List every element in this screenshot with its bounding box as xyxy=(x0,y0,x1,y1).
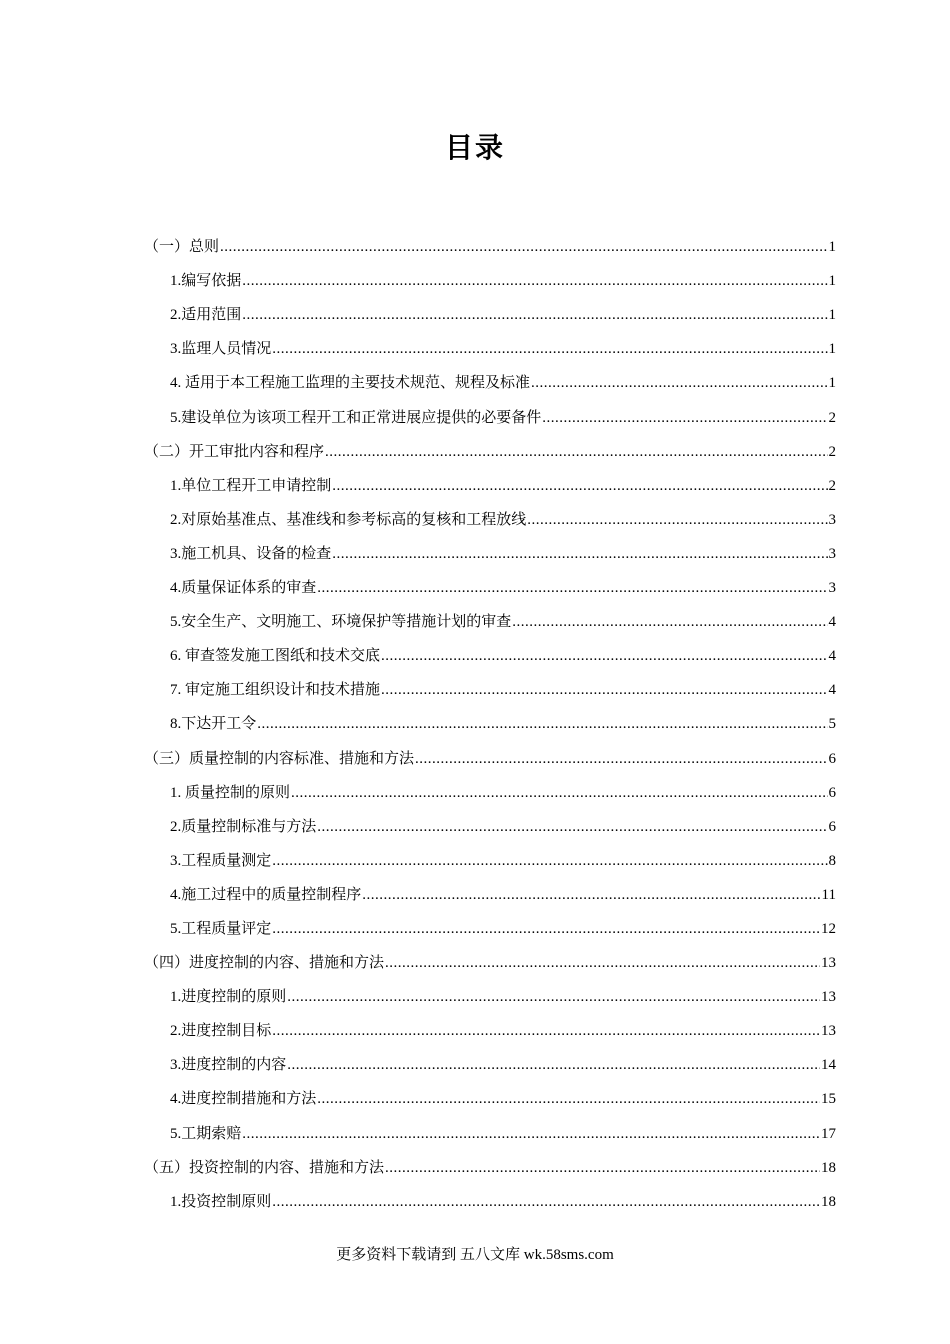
toc-page-number: 3 xyxy=(828,580,836,597)
toc-dot-leader xyxy=(362,886,820,904)
toc-dot-leader xyxy=(385,954,820,972)
toc-dot-leader xyxy=(385,1159,820,1177)
toc-subsection-entry[interactable] xyxy=(144,290,836,324)
toc-page-number: 1 xyxy=(828,375,836,392)
toc-dot-leader xyxy=(317,1090,820,1108)
toc-page-number: 13 xyxy=(821,989,836,1006)
toc-entry-label: 1.单位工程开工申请控制 xyxy=(170,477,332,494)
toc-page-number: 3 xyxy=(828,511,836,528)
toc-dot-leader xyxy=(527,511,827,529)
toc-dot-leader xyxy=(317,579,827,597)
toc-dot-leader xyxy=(272,1022,820,1040)
toc-page-number: 2 xyxy=(828,409,836,426)
toc-entry-label: 5.工程质量评定 xyxy=(170,920,272,937)
toc-subsection-entry[interactable] xyxy=(144,699,836,733)
toc-entry-label: 4. 适用于本工程施工监理的主要技术规范、规程及标准 xyxy=(170,375,531,392)
toc-subsection-entry[interactable] xyxy=(144,324,836,358)
toc-page-number: 2 xyxy=(828,443,836,460)
toc-page-number: 2 xyxy=(828,477,836,494)
toc-section-entry[interactable] xyxy=(144,733,836,767)
toc-page-number: 6 xyxy=(828,750,836,767)
toc-page-number: 3 xyxy=(828,545,836,562)
toc-entry-label: 4.进度控制措施和方法 xyxy=(170,1091,317,1108)
toc-page-number: 8 xyxy=(828,852,836,869)
toc-page-number: 14 xyxy=(821,1057,836,1074)
toc-page-number: 1 xyxy=(828,307,836,324)
toc-entry-label: （五）投资控制的内容、措施和方法 xyxy=(144,1159,385,1176)
toc-entry-label: （一）总则 xyxy=(144,239,220,256)
toc-dot-leader xyxy=(332,545,827,563)
toc-page-number: 1 xyxy=(828,341,836,358)
toc-subsection-entry[interactable] xyxy=(144,1040,836,1074)
toc-entry-label: 6. 审查签发施工图纸和技术交底 xyxy=(170,648,381,665)
toc-dot-leader xyxy=(332,477,827,495)
toc-dot-leader xyxy=(381,681,827,699)
toc-subsection-entry[interactable] xyxy=(144,461,836,495)
toc-entry-label: 1.进度控制的原则 xyxy=(170,989,287,1006)
toc-section-entry[interactable] xyxy=(144,222,836,256)
toc-page-number: 13 xyxy=(821,955,836,972)
toc-page-number: 6 xyxy=(828,818,836,835)
toc-entry-label: 3.进度控制的内容 xyxy=(170,1057,287,1074)
toc-section-entry[interactable] xyxy=(144,938,836,972)
toc-page-number: 18 xyxy=(821,1193,836,1210)
toc-entry-label: 1. 质量控制的原则 xyxy=(170,784,291,801)
toc-subsection-entry[interactable] xyxy=(144,904,836,938)
toc-entry-label: 2.质量控制标准与方法 xyxy=(170,818,317,835)
page-title: 目录 xyxy=(444,131,505,164)
toc-page-number: 18 xyxy=(821,1159,836,1176)
toc-page-number: 15 xyxy=(821,1091,836,1108)
toc-page-number: 1 xyxy=(828,273,836,290)
toc-entry-label: 1.投资控制原则 xyxy=(170,1193,272,1210)
toc-dot-leader xyxy=(542,409,827,427)
toc-dot-leader xyxy=(242,306,827,324)
toc-entry-label: 4.施工过程中的质量控制程序 xyxy=(170,886,362,903)
toc-entry-label: 3.工程质量测定 xyxy=(170,852,272,869)
toc-dot-leader xyxy=(272,1193,820,1211)
toc-page-number: 17 xyxy=(821,1125,836,1142)
toc-entry-label: 5.工期索赔 xyxy=(170,1125,242,1142)
toc-entry-label: 3.施工机具、设备的检查 xyxy=(170,545,332,562)
toc-dot-leader xyxy=(325,443,827,461)
toc-dot-leader xyxy=(317,818,827,836)
toc-subsection-entry[interactable] xyxy=(144,768,836,802)
toc-subsection-entry[interactable] xyxy=(144,665,836,699)
toc-dot-leader xyxy=(531,374,827,392)
toc-dot-leader xyxy=(381,647,827,665)
toc-dot-leader xyxy=(291,784,827,802)
toc-subsection-entry[interactable] xyxy=(144,870,836,904)
toc-entry-label: 2.进度控制目标 xyxy=(170,1023,272,1040)
toc-entry-label: （四）进度控制的内容、措施和方法 xyxy=(144,955,385,972)
toc-subsection-entry[interactable] xyxy=(144,597,836,631)
toc-entry-label: （二）开工审批内容和程序 xyxy=(144,443,325,460)
toc-subsection-entry[interactable] xyxy=(144,256,836,290)
toc-subsection-entry[interactable] xyxy=(144,495,836,529)
toc-entry-label: （三）质量控制的内容标准、措施和方法 xyxy=(144,750,415,767)
toc-page-number: 11 xyxy=(821,886,836,903)
toc-subsection-entry[interactable] xyxy=(144,631,836,665)
toc-section-entry[interactable] xyxy=(144,427,836,461)
toc-subsection-entry[interactable] xyxy=(144,529,836,563)
toc-dot-leader xyxy=(220,238,827,256)
toc-dot-leader xyxy=(257,715,827,733)
page-footer: 更多资料下载请到 五八文库 wk.58sms.com xyxy=(336,1247,614,1263)
toc-section-entry[interactable] xyxy=(144,1143,836,1177)
toc-dot-leader xyxy=(242,1125,820,1143)
toc-entry-label: 1.编写依据 xyxy=(170,273,242,290)
toc-entry-label: 3.监理人员情况 xyxy=(170,341,272,358)
toc-dot-leader xyxy=(272,852,827,870)
toc-page-number: 5 xyxy=(828,716,836,733)
toc-subsection-entry[interactable] xyxy=(144,358,836,392)
toc-entry-label: 4.质量保证体系的审查 xyxy=(170,580,317,597)
toc-subsection-entry[interactable] xyxy=(144,802,836,836)
toc-entry-label: 5.建设单位为该项工程开工和正常进展应提供的必要备件 xyxy=(170,409,542,426)
toc-dot-leader xyxy=(272,920,820,938)
toc-entry-label: 7. 审定施工组织设计和技术措施 xyxy=(170,682,381,699)
toc-subsection-entry[interactable] xyxy=(144,1177,836,1211)
toc-entry-label: 8.下达开工令 xyxy=(170,716,257,733)
toc-page-number: 13 xyxy=(821,1023,836,1040)
toc-subsection-entry[interactable] xyxy=(144,972,836,1006)
toc-dot-leader xyxy=(272,340,827,358)
toc-dot-leader xyxy=(242,272,827,290)
toc-page-number: 12 xyxy=(821,920,836,937)
toc-page-number: 4 xyxy=(828,648,836,665)
toc-subsection-entry[interactable] xyxy=(144,1108,836,1142)
toc-entry-label: 5.安全生产、文明施工、环境保护等措施计划的审查 xyxy=(170,614,512,631)
toc-dot-leader xyxy=(287,988,820,1006)
toc-entry-label: 2.对原始基准点、基准线和参考标高的复核和工程放线 xyxy=(170,511,527,528)
toc-subsection-entry[interactable] xyxy=(144,1074,836,1108)
toc-subsection-entry[interactable] xyxy=(144,1006,836,1040)
toc-dot-leader xyxy=(415,750,827,768)
toc-dot-leader xyxy=(512,613,827,631)
toc-subsection-entry[interactable] xyxy=(144,563,836,597)
toc-entry-label: 2.适用范围 xyxy=(170,307,242,324)
toc-page-number: 4 xyxy=(828,682,836,699)
toc-page-number: 1 xyxy=(828,239,836,256)
toc-subsection-entry[interactable] xyxy=(144,392,836,426)
toc-subsection-entry[interactable] xyxy=(144,836,836,870)
table-of-contents xyxy=(144,222,836,1211)
toc-page-number: 6 xyxy=(828,784,836,801)
toc-dot-leader xyxy=(287,1056,820,1074)
toc-page-number: 4 xyxy=(828,614,836,631)
